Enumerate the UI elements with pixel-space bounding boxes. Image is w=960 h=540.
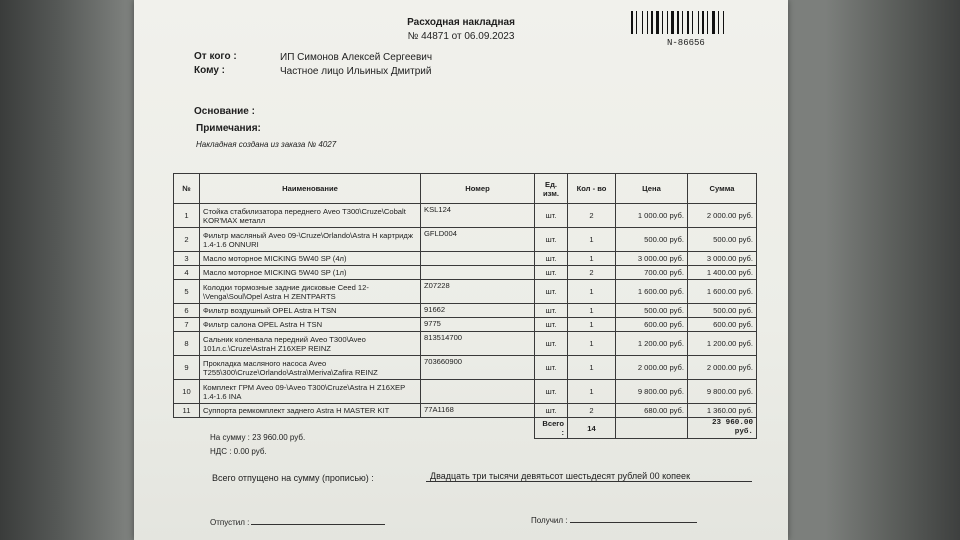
table-row	[174, 204, 757, 228]
cell-num: 3	[174, 252, 200, 266]
cell-code: 813514700	[421, 332, 535, 356]
cell-qty: 1	[568, 380, 616, 404]
cell-unit: шт.	[535, 356, 568, 380]
cell-price: 3 000.00 руб.	[616, 252, 688, 266]
table-row	[174, 228, 757, 252]
barcode-bar	[644, 11, 646, 34]
barcode-bar	[712, 11, 715, 34]
basis-label: Основание :	[194, 106, 255, 117]
cell-name: Сальник коленвала передний Aveo T300\Aveo 101л.с.\Cruze\AstraH Z16XEP REINZ	[200, 332, 421, 356]
barcode-bar	[716, 11, 717, 34]
cell-sum: 1 600.00 руб.	[688, 280, 757, 304]
barcode-bar	[698, 11, 699, 34]
barcode-bar	[702, 11, 704, 34]
cell-num: 9	[174, 356, 200, 380]
barcode-bar	[684, 11, 686, 34]
document-number-date: № 44871 от 06.09.2023	[407, 31, 515, 42]
cell-unit: шт.	[535, 252, 568, 266]
cell-price: 680.00 руб.	[616, 404, 688, 418]
barcode-bar	[725, 11, 726, 34]
cell-qty: 1	[568, 332, 616, 356]
cell-sum: 2 000.00 руб.	[688, 356, 757, 380]
cell-unit: шт.	[535, 228, 568, 252]
cell-code: KSL124	[421, 204, 535, 228]
order-note: Накладная создана из заказа № 4027	[196, 140, 337, 149]
cell-num: 10	[174, 380, 200, 404]
cell-sum: 1 200.00 руб.	[688, 332, 757, 356]
table-row	[174, 252, 757, 266]
cell-sum: 500.00 руб.	[688, 228, 757, 252]
cell-sum: 2 000.00 руб.	[688, 204, 757, 228]
header-num: №	[174, 174, 200, 204]
cell-sum: 9 800.00 руб.	[688, 380, 757, 404]
table-header-row	[174, 174, 757, 204]
cell-unit: шт.	[535, 380, 568, 404]
total-qty: 14	[568, 418, 616, 439]
amount-line: На сумму : 23 960.00 руб.	[210, 433, 306, 442]
barcode-bar	[649, 11, 650, 34]
barcode-bar	[638, 11, 641, 34]
header-code: Номер	[421, 174, 535, 204]
barcode-bar	[675, 11, 676, 34]
cell-price: 500.00 руб.	[616, 228, 688, 252]
document-title: Расходная накладная	[407, 17, 515, 28]
cell-unit: шт.	[535, 304, 568, 318]
header-sum: Сумма	[688, 174, 757, 204]
from-value: ИП Симонов Алексей Сергеевич	[280, 52, 433, 63]
received-label: Получил :	[531, 516, 568, 525]
barcode-bar	[718, 11, 719, 34]
from-label: От кого :	[194, 51, 237, 62]
cell-sum: 500.00 руб.	[688, 304, 757, 318]
amount-words-underline	[426, 481, 752, 482]
barcode-bar	[647, 11, 648, 34]
barcode-bar	[723, 11, 724, 34]
cell-sum: 600.00 руб.	[688, 318, 757, 332]
table-row	[174, 332, 757, 356]
cell-price: 1 000.00 руб.	[616, 204, 688, 228]
barcode-bar	[707, 11, 708, 34]
cell-name: Комплект ГРМ Aveo 09-\Aveo T300\Cruze\Astra H Z16XEP 1.4-1.6 INA	[200, 380, 421, 404]
cell-qty: 1	[568, 228, 616, 252]
table-row	[174, 318, 757, 332]
cell-num: 2	[174, 228, 200, 252]
cell-qty: 2	[568, 404, 616, 418]
cell-code	[421, 252, 535, 266]
cell-price: 700.00 руб.	[616, 266, 688, 280]
cell-name: Фильтр воздушный OPEL Astra H TSN	[200, 304, 421, 318]
released-label: Отпустил :	[210, 518, 250, 527]
cell-code: GFLD004	[421, 228, 535, 252]
barcode-bar	[667, 11, 668, 34]
cell-qty: 1	[568, 304, 616, 318]
cell-unit: шт.	[535, 266, 568, 280]
cell-unit: шт.	[535, 204, 568, 228]
cell-name: Колодки тормозные задние дисковые Ceed 12-\Venga\Soul\Opel Astra H ZENTPARTS	[200, 280, 421, 304]
header-qty: Кол - во	[568, 174, 616, 204]
cell-qty: 2	[568, 204, 616, 228]
table-row	[174, 280, 757, 304]
to-label: Кому :	[194, 65, 226, 76]
barcode-bar	[720, 11, 722, 34]
cell-num: 8	[174, 332, 200, 356]
table-row	[174, 404, 757, 418]
cell-num: 11	[174, 404, 200, 418]
header-price: Цена	[616, 174, 688, 204]
cell-name: Суппорта ремкомплект заднего Astra H MASTER KIT	[200, 404, 421, 418]
barcode-bar	[634, 11, 635, 34]
cell-code: 91662	[421, 304, 535, 318]
cell-unit: шт.	[535, 332, 568, 356]
barcode-image	[631, 11, 744, 34]
cell-num: 4	[174, 266, 200, 280]
barcode-bar	[677, 11, 679, 34]
cell-name: Масло моторное MICKING 5W40 SP (1л)	[200, 266, 421, 280]
cell-price: 9 800.00 руб.	[616, 380, 688, 404]
items-table	[173, 173, 757, 439]
table-row	[174, 356, 757, 380]
cell-sum: 1 360.00 руб.	[688, 404, 757, 418]
cell-qty: 1	[568, 280, 616, 304]
cell-unit: шт.	[535, 280, 568, 304]
barcode-bar	[631, 11, 633, 34]
released-signature-line	[251, 524, 385, 525]
barcode-bar	[690, 11, 691, 34]
barcode-number: N-86656	[667, 38, 705, 48]
total-label: Всего :	[535, 418, 568, 439]
cell-unit: шт.	[535, 404, 568, 418]
amount-words-label: Всего отпущено на сумму (прописью) :	[212, 473, 374, 483]
barcode-bar	[656, 11, 659, 34]
cell-name: Фильтр салона OPEL Astra H TSN	[200, 318, 421, 332]
to-value: Частное лицо Ильиных Дмитрий	[280, 66, 432, 77]
cell-qty: 2	[568, 266, 616, 280]
cell-code: 9775	[421, 318, 535, 332]
barcode-bar	[664, 11, 666, 34]
barcode-bar	[694, 11, 697, 34]
cell-num: 6	[174, 304, 200, 318]
table-row	[174, 304, 757, 318]
barcode-bar	[660, 11, 661, 34]
cell-code	[421, 380, 535, 404]
notes-label: Примечания:	[196, 123, 261, 134]
barcode-bar	[636, 11, 637, 34]
table-row	[174, 266, 757, 280]
barcode-bar	[709, 11, 711, 34]
cell-unit: шт.	[535, 318, 568, 332]
cell-code: 77A1168	[421, 404, 535, 418]
cell-name: Фильтр масляный Aveo 09-\Cruze\Orlando\Astra H картридж 1.4-1.6 ONNURI	[200, 228, 421, 252]
received-signature-line	[570, 522, 697, 523]
barcode-bar	[654, 11, 655, 34]
barcode-bar	[682, 11, 683, 34]
vat-line: НДС : 0.00 руб.	[210, 447, 267, 456]
table-row	[174, 380, 757, 404]
cell-code: Z07228	[421, 280, 535, 304]
invoice-sheet	[134, 0, 788, 540]
barcode-bar	[687, 11, 689, 34]
header-unit: Ед. изм.	[535, 174, 568, 204]
barcode-bar	[700, 11, 701, 34]
cell-qty: 1	[568, 356, 616, 380]
cell-name: Масло моторное MICKING 5W40 SP (4л)	[200, 252, 421, 266]
cell-sum: 3 000.00 руб.	[688, 252, 757, 266]
barcode-bar	[651, 11, 653, 34]
cell-num: 1	[174, 204, 200, 228]
cell-price: 600.00 руб.	[616, 318, 688, 332]
cell-code: 703660900	[421, 356, 535, 380]
barcode-bar	[669, 11, 670, 34]
cell-price: 1 600.00 руб.	[616, 280, 688, 304]
cell-num: 5	[174, 280, 200, 304]
barcode-bar	[692, 11, 693, 34]
cell-name: Прокладка масляного насоса Aveo T255\300\Cruze\Orlando\Astra\Meriva\Zafira REINZ	[200, 356, 421, 380]
cell-price: 2 000.00 руб.	[616, 356, 688, 380]
cell-qty: 1	[568, 318, 616, 332]
amount-words-value: Двадцать три тысячи девятьсот шестьдесят рублей 00 копеек	[430, 471, 691, 481]
cell-num: 7	[174, 318, 200, 332]
barcode-bar	[680, 11, 681, 34]
cell-price: 500.00 руб.	[616, 304, 688, 318]
header-name: Наименование	[200, 174, 421, 204]
cell-price: 1 200.00 руб.	[616, 332, 688, 356]
cell-name: Стойка стабилизатора переднего Aveo T300\Cruze\Cobalt KOR'MAX металл	[200, 204, 421, 228]
barcode-bar	[642, 11, 643, 34]
barcode-bar	[662, 11, 663, 34]
total-sum: 23 960.00 руб.	[688, 418, 757, 439]
cell-sum: 1 400.00 руб.	[688, 266, 757, 280]
barcode-bar	[671, 11, 674, 34]
cell-qty: 1	[568, 252, 616, 266]
barcode-bar	[705, 11, 706, 34]
cell-code	[421, 266, 535, 280]
